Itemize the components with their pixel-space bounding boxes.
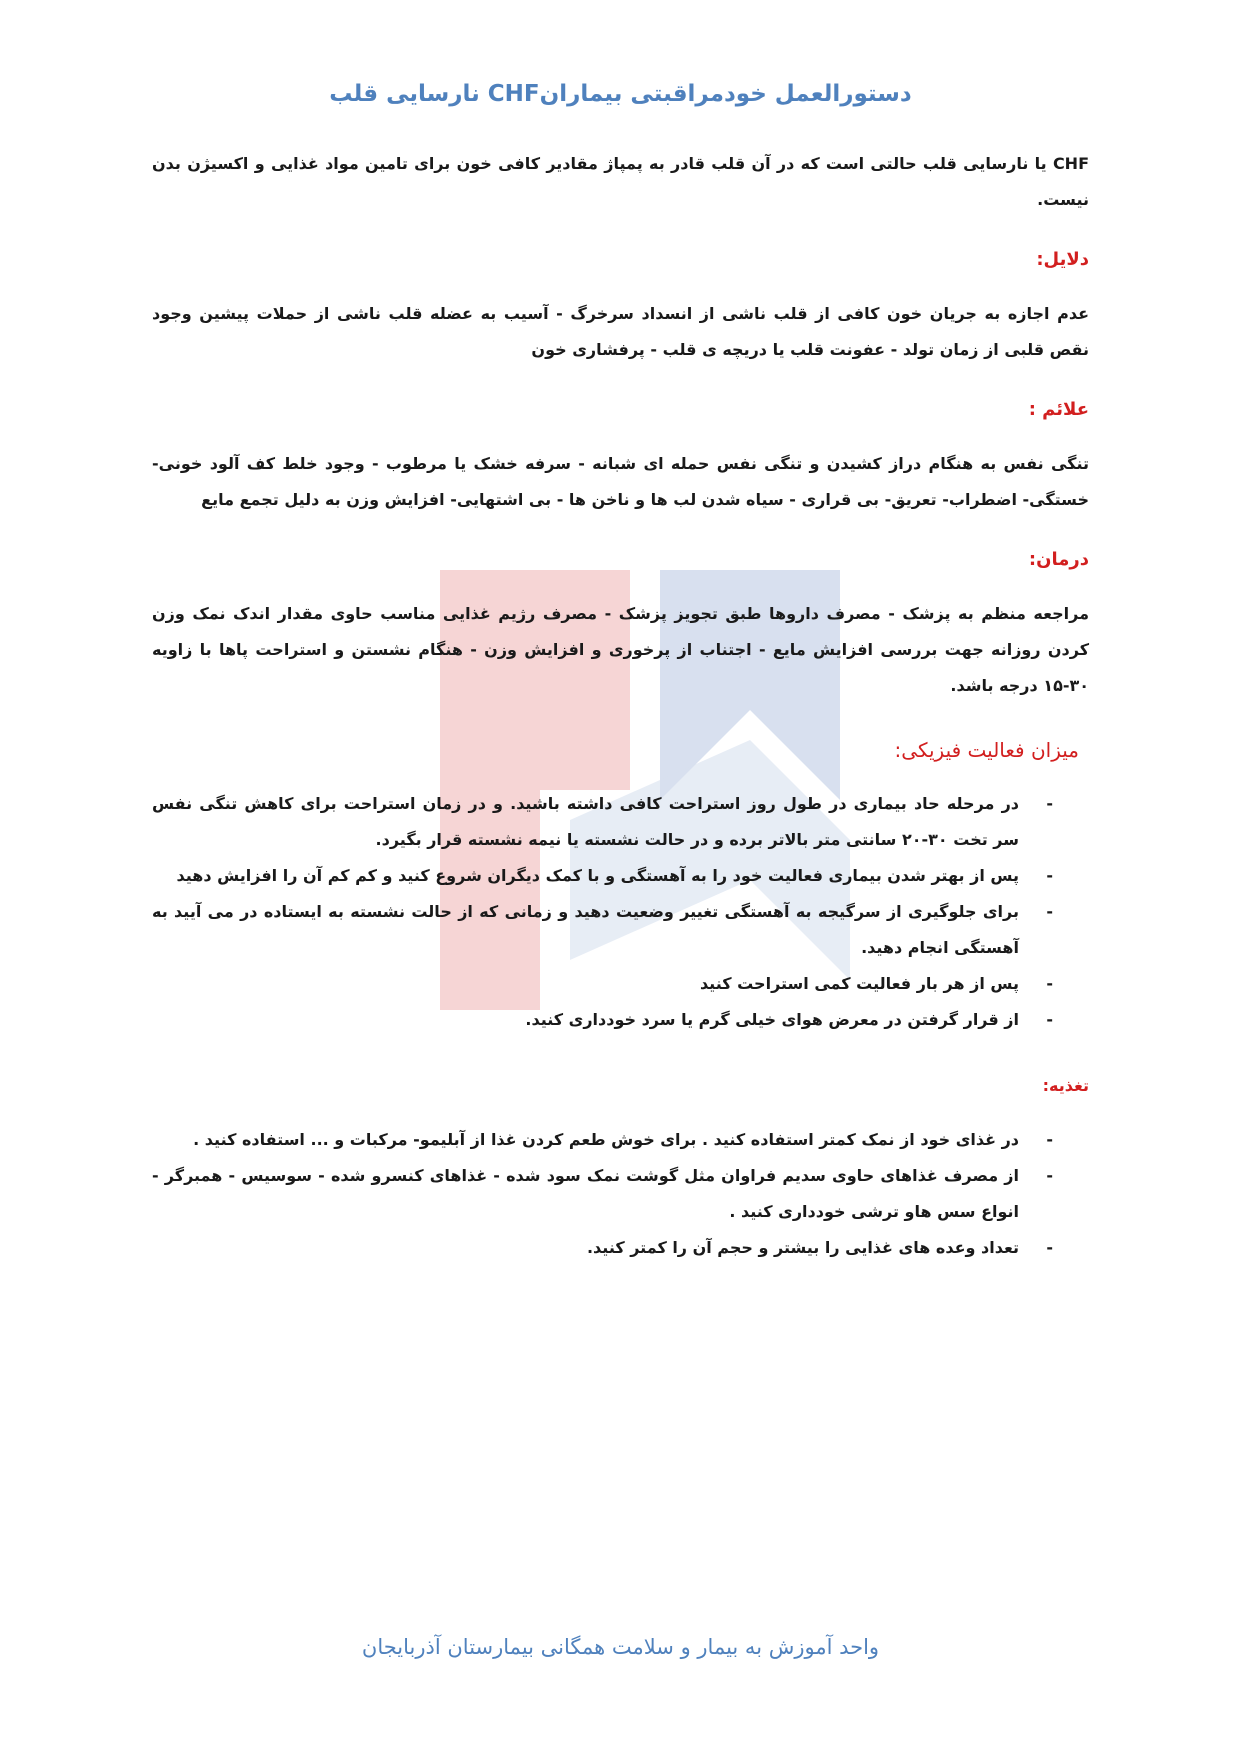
list-item — [152, 1230, 1053, 1266]
list-item — [152, 894, 1053, 966]
nutrition-heading: تغذیه: — [1042, 1076, 1089, 1095]
list-item — [152, 1158, 1053, 1230]
document-title: دستورالعمل خودمراقبتی بیمارانCHF نارسایی قلب — [329, 81, 912, 107]
list-item — [152, 858, 1053, 894]
treatment-paragraph: مراجعه منظم به پزشک - مصرف داروها طبق تجویز پزشک - مصرف رژیم غذایی مناسب حاوی مقدار اندک نمک وزن کردن روزانه جهت بررسی افزایش مایع - اجتناب از پرخوری و افزایش وزن - هنگام نشستن و استراحت پاها با زاویه ۳۰-۱۵ درجه باشد. — [152, 604, 1089, 695]
list-item-text: در غذای خود از نمک کمتر استفاده کنید . برای خوش طعم کردن غذا از آبلیمو- مرکبات و ... استفاده کنید . — [193, 1130, 1019, 1149]
list-item — [152, 786, 1053, 858]
list-item-text: از قرار گرفتن در معرض هوای خیلی گرم یا سرد خودداری کنید. — [525, 1010, 1019, 1029]
bullet-dash: - — [1046, 1130, 1053, 1149]
bullet-dash: - — [1046, 794, 1053, 813]
list-item — [152, 966, 1053, 1002]
list-item-text: برای جلوگیری از سرگیجه به آهستگی تغییر وضعیت دهید و زمانی که از حالت نشسته به ایستاده در می آیید به آهستگی انجام دهید. — [152, 902, 1019, 957]
list-item-text: در مرحله حاد بیماری در طول روز استراحت کافی داشته باشید. و در زمان استراحت برای کاهش تنگی نفس سر تخت ۳۰-۲۰ سانتی متر بالاتر برده و در حالت نشسته یا نیمه نشسته قرار بگیرد. — [152, 794, 1019, 849]
document-body — [152, 78, 1089, 1266]
document-footer: واحد آموزش به بیمار و سلامت همگانی بیمارستان آذربایجان — [361, 1635, 880, 1659]
intro-paragraph: CHF یا نارسایی قلب حالتی است که در آن قلب قادر به پمپاژ مقادیر کافی خون برای تامین مواد غذایی و اکسیژن بدن نیست. — [152, 154, 1089, 209]
causes-heading: دلایل: — [1036, 249, 1089, 270]
activity-heading: میزان فعالیت فیزیکی: — [894, 738, 1079, 762]
list-item — [152, 1002, 1053, 1038]
bullet-dash: - — [1046, 1238, 1053, 1257]
list-item-text: پس از هر بار فعالیت کمی استراحت کنید — [699, 974, 1019, 993]
bullet-dash: - — [1046, 866, 1053, 885]
nutrition-list — [152, 1122, 1089, 1266]
list-item-text: پس از بهتر شدن بیماری فعالیت خود را به آهستگی و با کمک دیگران شروع کنید و کم کم آن را افزایش دهید — [176, 866, 1019, 885]
bullet-dash: - — [1046, 1166, 1053, 1185]
activity-list — [152, 786, 1089, 1038]
list-item-text: از مصرف غذاهای حاوی سدیم فراوان مثل گوشت نمک سود شده - غذاهای کنسرو شده - سوسیس - همبرگر - انواع سس هاو ترشی خودداری کنید . — [152, 1166, 1019, 1221]
list-item-text: تعداد وعده های غذایی را بیشتر و حجم آن را کمتر کنید. — [586, 1238, 1019, 1257]
bullet-dash: - — [1046, 974, 1053, 993]
symptoms-heading: علائم : — [1028, 399, 1089, 420]
bullet-dash: - — [1046, 1010, 1053, 1029]
causes-paragraph: عدم اجازه به جریان خون کافی از قلب ناشی از انسداد سرخرگ - آسیب به عضله قلب ناشی از حملات پیشین وجود نقص قلبی از زمان تولد - عفونت قلب یا دریچه ی قلب - پرفشاری خون — [152, 304, 1089, 359]
symptoms-paragraph: تنگی نفس به هنگام دراز کشیدن و تنگی نفس حمله ای شبانه - سرفه خشک یا مرطوب - وجود خلط کف آلود خونی- خستگی- اضطراب- تعریق- بی قراری - سیاه شدن لب ها و ناخن ها - بی اشتهایی- افزایش وزن به دلیل تجمع مایع — [152, 454, 1089, 509]
bullet-dash: - — [1046, 902, 1053, 921]
treatment-heading: درمان: — [1028, 549, 1089, 570]
list-item — [152, 1122, 1053, 1158]
